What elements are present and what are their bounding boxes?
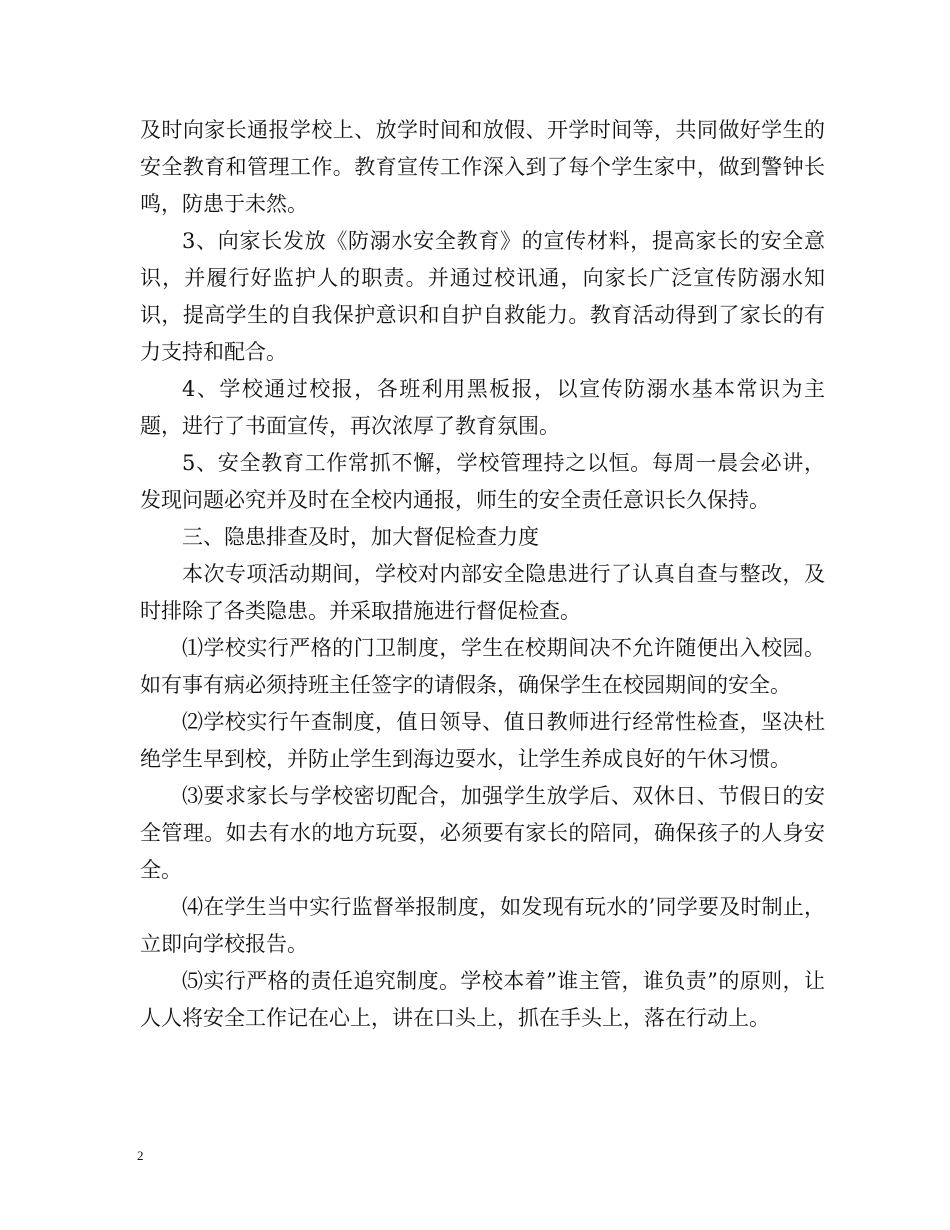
document-body (140, 112, 825, 1037)
paragraph-measure-2: ⑵学校实行午查制度，值日领导、值日教师进行经常性检查，坚决杜绝学生早到校，并防止学生到海边耍水，让学生养成良好的午休习惯。 (140, 710, 825, 771)
page-number: 2 (137, 1148, 144, 1163)
paragraph-measure-1: ⑴学校实行严格的门卫制度，学生在校期间决不允许随便出入校园。如有事有病必须持班主任签字的请假条，确保学生在校园期间的安全。 (140, 636, 825, 697)
paragraph-notify-parents: 及时向家长通报学校上、放学时间和放假、开学时间等，共同做好学生的安全教育和管理工作。教育宣传工作深入到了每个学生家中，做到警钟长鸣，防患于未然。 (140, 118, 825, 216)
paragraph-item-4: 4、学校通过校报，各班利用黑板报，以宣传防溺水基本常识为主题，进行了书面宣传，再次浓厚了教育氛围。 (140, 377, 825, 438)
paragraph-item-5: 5、安全教育工作常抓不懈，学校管理持之以恒。每周一晨会必讲，发现问题必究并及时在全校内通报，师生的安全责任意识长久保持。 (140, 451, 825, 512)
paragraph-item-3: 3、向家长发放《防溺水安全教育》的宣传材料，提高家长的安全意识，并履行好监护人的职责。并通过校讯通，向家长广泛宣传防溺水知识，提高学生的自我保护意识和自护自救能力。教育活动得到了家长的有力支持和配合。 (140, 229, 825, 364)
section-heading-3: 三、隐患排查及时，加大督促检查力度 (182, 525, 539, 549)
paragraph-measure-5: ⑸实行严格的责任追究制度。学校本着”谁主管，谁负责”的原则，让人人将安全工作记在心上，讲在口头上，抓在手头上，落在行动上。 (140, 969, 825, 1030)
paragraph-measure-4: ⑷在学生当中实行监督举报制度，如发现有玩水的’同学要及时制止，立即向学校报告。 (140, 895, 825, 956)
paragraph-section-intro: 本次专项活动期间，学校对内部安全隐患进行了认真自查与整改，及时排除了各类隐患。并采取措施进行督促检查。 (140, 562, 825, 623)
paragraph-measure-3: ⑶要求家长与学校密切配合，加强学生放学后、双休日、节假日的安全管理。如去有水的地方玩耍，必须要有家长的陪同，确保孩子的人身安全。 (140, 784, 825, 882)
